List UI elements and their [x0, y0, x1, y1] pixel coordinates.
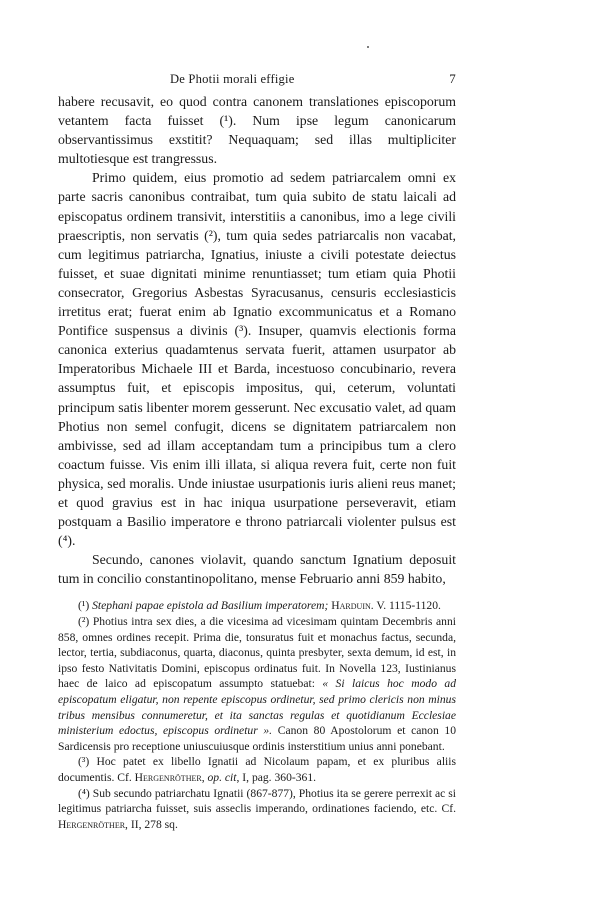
footnote-marker: (³)	[78, 755, 90, 769]
footnote-2	[58, 614, 456, 754]
print-speck	[367, 46, 369, 48]
footnote-reference: II, 278 sq.	[130, 817, 178, 831]
footnote-marker: (¹)	[78, 599, 90, 613]
footnote-author: Hergenröther,	[134, 770, 205, 784]
footnote-marker: (⁴)	[78, 786, 90, 800]
paragraph-secundo: Secundo, canones violavit, quando sanctum Ignatium deposuit tum in concilio constantinopolitano, mense Februario anni 859 habito,	[58, 552, 456, 587]
footnote-op-cit: op. cit	[207, 770, 237, 784]
footnote-1	[58, 598, 456, 614]
footnote-quotation: « Si laicus hoc modo ad episcopatum eligatur, non repente episcopus ordinetur, sed primo clericis non minus tribus mensibus connumeretur, et ita sanctas regulas et quotidianum Ecclesiae ministerium edoctus, episcopus ordinetur ».	[58, 677, 456, 738]
page-number: 7	[449, 71, 456, 86]
book-page	[58, 72, 456, 832]
paragraph-primo: Primo quidem, eius promotio ad sedem patriarcalem omni ex parte sacris canonibus contraibat, tum quia subito de statu laicali ad episcopatus ordinem transivit, interstitiis a canonibus, imo a lege civili praescriptis, non servatis (²), tum quia sedes patriarcalis non vacabat, cum legitimus patriarcha, Ignatius, iniuste a civili potestate deiectus fuisset, et suae dignitati minime renuntiasset; tum etiam quia Photii consecrator, Gregorius Asbestas Syracusanus, censuris ecclesiasticis irretitus erat; fuerat enim ab Ignatio excommunicatus et a Romano Pontifice suspensus a divinis (³). Insuper, quamvis electionis forma canonica exterius quadamtenus servata fuerit, attamen usurpator ab Imperatoribus Michaele III et Barda, incestuoso concubinario, revera assumptus fuit, et episcopis impositus, qui, ceterum, voluntati principum satis libenter morem gesserunt. Nec excusatio valet, ad quam Photius non semel confugit, dicens se dignitatem patriarcalem non ambivisse, sed ad illam acceptandam tum a principibus tum a clero coactum fuisse. Vis enim illi illata, si aliqua revera fuit, certe non fuit physica, sed moralis. Unde iniustae usurpationis iuris alieni reus manet; et quod gravius est in hac iniqua usurpatione perseveravit, etiam postquam a Basilio imperatore e throno patriarcali violenter pulsus est (⁴).	[58, 170, 456, 549]
footnote-text: Canon 80 Apostolorum et canon 10 Sardicensis pro receptione uniuscuiusque ordinis insterstitium unius anni ponebant.	[58, 724, 457, 753]
footnotes	[58, 598, 456, 832]
footnote-text: Photius intra sex dies, a die vicesima ad vicesimam quintam Decembris anni 858, omnes ordines recepit. Prima die, tonsuratus fuit et monachus factus, secunda, lector, tertia, subdiaconus, quarta, diaconus, quinta presbyter, sexta demum, id est, in ipso festo Nativitatis Domini, episcopus ordinatus fuit. In Novella 123, Iustinianus haec de laico ad episcopatum assumpto statuebat:	[58, 615, 456, 691]
footnote-text: Hoc patet ex libello Ignatii ad Nicolaum papam, et ex pluribus aliis documentis. Cf.	[58, 755, 457, 784]
footnote-author: Harduin.	[331, 599, 374, 613]
main-text	[58, 92, 456, 588]
footnote-reference: V. 1115-1120.	[376, 599, 441, 613]
footnote-author: Hergenröther,	[58, 817, 128, 831]
paragraph-continued: habere recusavit, eo quod contra canonem translationes episcoporum vetantem facta fuisset (¹). Num ipse legum canonicarum observantissimus exstitit? Nequaquam; sed illas multipliciter multotiesque est trangressus.	[58, 94, 456, 167]
footnote-reference: I, pag. 360-361.	[242, 770, 317, 784]
running-head	[58, 72, 456, 88]
running-title: De Photii morali effigie	[170, 72, 295, 86]
footnote-text: Sub secundo patriarchatu Ignatii (867-877), Photius ita se gerere perrexit ac si legitimus patriarcha fuisset, suis asseclis imperando, ordinationes faciendo, etc. Cf.	[58, 786, 456, 816]
footnote-citation: Stephani papae epistola ad Basilium imperatorem;	[92, 599, 329, 613]
footnote-marker: (²)	[78, 615, 90, 629]
footnote-4	[58, 786, 456, 833]
footnote-3: (³) Hoc patet ex libello Ignatii ad Nicolaum papam, et ex pluribus aliis documentis. Cf. Hergenröther, op. cit, I, pag. 360-361.	[58, 755, 457, 784]
